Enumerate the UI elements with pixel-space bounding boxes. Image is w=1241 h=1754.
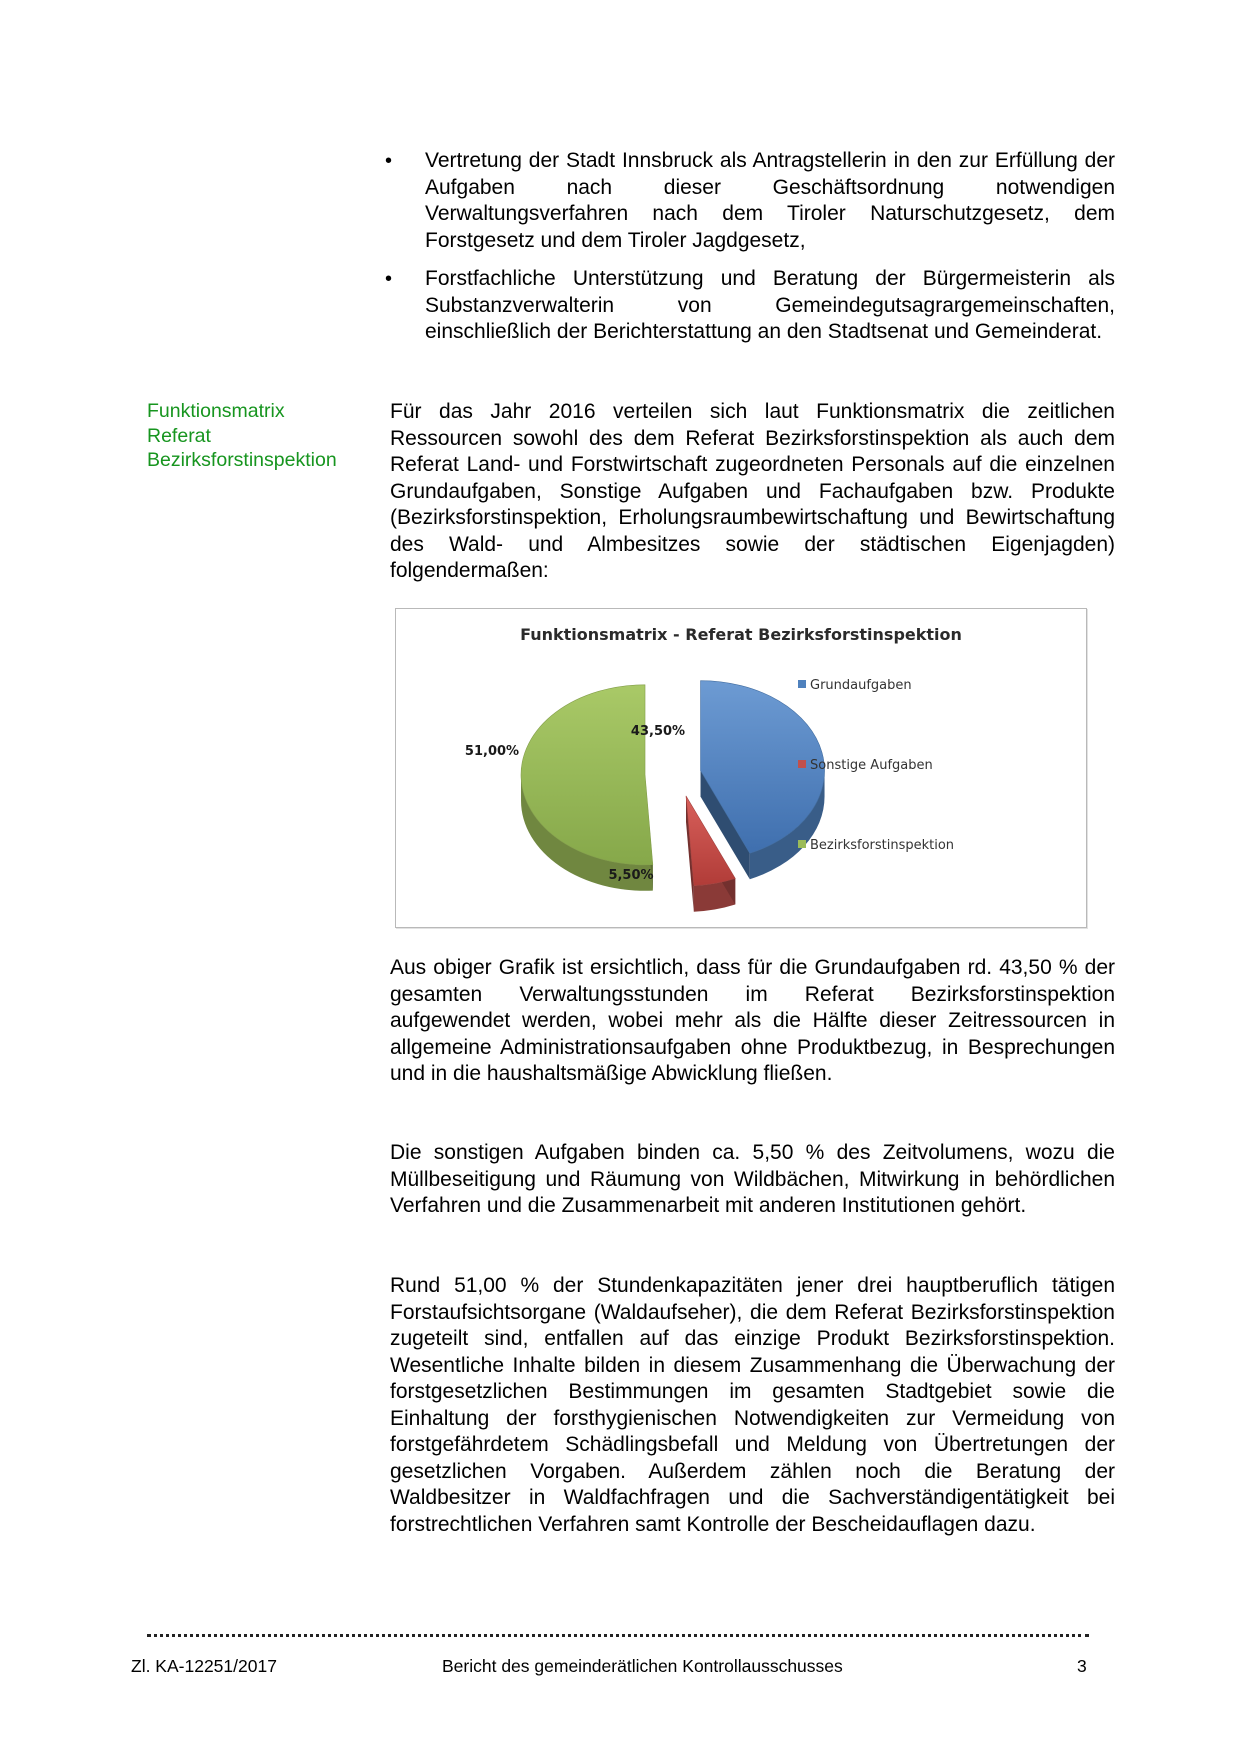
margin-note-line: Funktionsmatrix: [147, 400, 285, 422]
legend-swatch-grundaufgaben: [798, 680, 806, 688]
data-label-sonstige-aufgaben: 5,50%: [608, 868, 654, 883]
legend-label-grundaufgaben: Grundaufgaben: [810, 678, 912, 693]
list-item: [385, 266, 1115, 346]
body-paragraph: Für das Jahr 2016 verteilen sich laut Funktionsmatrix die zeitlichen Ressourcen sowohl des dem Referat Bezirksforstinspektion als auch dem Referat Land- und Forstwirtschaft zugeordneten Personals auf die einzelnen Grundaufgaben, Sonstige Aufgaben und Fachaufgaben bzw. Produkte (Bezirksforstinspektion, Erholungsraumbewirtschaftung und Bewirtschaftung des Wald- und Almbesitzes sowie der städtischen Eigenjagden) folgendermaßen:: [390, 400, 1115, 582]
bullet-list: [385, 148, 1115, 358]
bullet-icon: •: [385, 150, 393, 172]
body-paragraph: Die sonstigen Aufgaben binden ca. 5,50 % des Zeitvolumens, wozu die Müllbeseitigung und Räumung von Wildbächen, Mitwirkung in behördlichen Verfahren und die Zusammenarbeit mit anderen Institutionen gehört.: [390, 1141, 1115, 1217]
legend-label-bezirksforstinspektion: Bezirksforstinspektion: [810, 838, 955, 853]
chart-legend: [798, 678, 954, 853]
list-item: [385, 148, 1115, 254]
data-label-bezirksforstinspektion: 51,00%: [464, 744, 520, 759]
legend-label-sonstige-aufgaben: Sonstige Aufgaben: [810, 758, 933, 773]
list-item-text: Vertretung der Stadt Innsbruck als Antragstellerin in den zur Erfüllung der Aufgaben nach dieser Geschäftsordnung notwendigen Verwaltungsverfahren nach dem Tiroler Naturschutzgesetz, dem Forstgesetz und dem Tiroler Jagdgesetz,: [425, 149, 1115, 252]
margin-note: [147, 399, 362, 473]
footer-title: Bericht des gemeinderätlichen Kontrollausschusses: [442, 1656, 843, 1676]
legend-swatch-sonstige-aufgaben: [798, 760, 806, 768]
pie-chart-canvas: [396, 609, 1086, 927]
bullet-icon: •: [385, 268, 393, 290]
list-item-text: Forstfachliche Unterstützung und Beratung der Bürgermeisterin als Substanzverwalterin von Gemeindegutsagrargemeinschaften, einschließlich der Berichterstattung an den Stadtsenat und Gemeinderat.: [425, 267, 1115, 343]
body-paragraph: Aus obiger Grafik ist ersichtlich, dass für die Grundaufgaben rd. 43,50 % der gesamten Verwaltungsstunden im Referat Bezirksforstinspektion aufgewendet werden, wobei mehr als die Hälfte dieser Zeitressourcen in allgemeine Administrationsaufgaben ohne Produktbezug, in Besprechungen und in die haushaltsmäßige Abwicklung fließen.: [390, 956, 1115, 1085]
legend-swatch-bezirksforstinspektion: [798, 840, 806, 848]
chart-title: Funktionsmatrix - Referat Bezirksforstinspektion: [520, 625, 962, 644]
margin-note-line: Bezirksforstinspektion: [147, 449, 337, 471]
pie-chart: [395, 608, 1087, 928]
data-label-grundaufgaben: 43,50%: [630, 724, 686, 739]
footer-divider: [147, 1634, 1089, 1637]
document-reference: Zl. KA-12251/2017: [131, 1656, 277, 1676]
margin-note-line: Referat: [147, 424, 211, 447]
pie-slices: [465, 681, 825, 912]
body-paragraph: Rund 51,00 % der Stundenkapazitäten jener drei hauptberuflich tätigen Forstaufsichtsorgane (Waldaufseher), die dem Referat Bezirksforstinspektion zugeteilt sind, entfallen auf das einzige Produkt Bezirksforstinspektion. Wesentliche Inhalte bilden in diesem Zusammenhang die Überwachung der forstgesetzlichen Bestimmungen im gesamten Stadtgebiet sowie die Einhaltung der forsthygienischen Notwendigkeiten zur Vermeidung von forstgefährdetem Schädlingsbefall und Meldung von Übertretungen der gesetzlichen Vorgaben. Außerdem zählen noch die Beratung der Waldbesitzer in Waldfachfragen und die Sachverständigentätigkeit bei forstrechtlichen Verfahren samt Kontrolle der Bescheidauflagen dazu.: [390, 1274, 1115, 1536]
page-number: 3: [1077, 1656, 1087, 1676]
